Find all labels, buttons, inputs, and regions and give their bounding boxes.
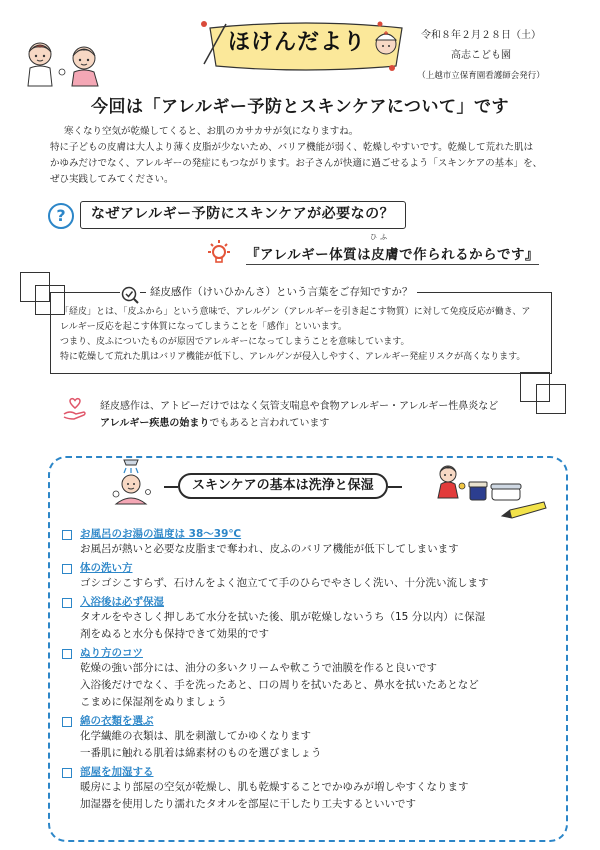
tip-heading: 綿の衣類を選ぶ: [80, 715, 154, 727]
tip-text: 乾燥の強い部分には、油分の多いクリームや軟こうで油膜を作ると良いです: [80, 662, 437, 674]
tip-text: こまめに保湿剤をぬりましょう: [80, 696, 227, 708]
skincare-tips-list: [70, 527, 560, 816]
intro-line: 特に子どもの皮膚は大人より薄く皮脂が少ないため、バリア機能が弱く、乾燥しやすいです。乾燥して荒れた肌は: [50, 142, 534, 153]
info-box-text: [60, 305, 546, 365]
light-bulb-icon: [205, 238, 233, 268]
intro-line: かゆみだけでなく、アレルギーの発症にもつながります。お子さんが快適に過ごせるよう「スキンケアの基本」を、: [50, 158, 543, 169]
skincare-tip: [70, 646, 560, 711]
skincare-tip: [70, 714, 560, 762]
tip-text: 加湿器を使用したり濡れたタオルを部屋に干したり工夫するといいです: [80, 798, 416, 810]
decorative-square: [536, 384, 566, 414]
info-box-title: 経皮感作（けいひかんさ）という言葉をご存知ですか？: [146, 284, 417, 299]
checkbox-icon: [62, 598, 72, 608]
crayon-illustration: [500, 500, 550, 520]
checkbox-icon: [62, 530, 72, 540]
child-showering-illustration: [104, 456, 164, 506]
question-mark-icon: ?: [48, 203, 74, 229]
info-line: 特に乾燥して荒れた肌はバリア機能が低下し、アレルゲンが侵入しやすく、アレルギー発症リスクが高くなります。: [60, 352, 526, 362]
heart-hand-icon: [62, 396, 88, 422]
tip-heading: 部屋を加湿する: [80, 766, 154, 778]
tip-heading: 体の洗い方: [80, 562, 133, 574]
note-line: [100, 415, 498, 432]
info-line: 「経皮」とは、「皮ふから」という意味で、アレルゲン（アレルギーを引き起こす物質）に対して免疫反応が働き、ア: [60, 307, 531, 317]
tip-text: タオルをやさしく押しあて水分を拭いた後、肌が乾燥しないうち（15 分以内）に保湿: [80, 611, 486, 623]
children-illustration: [18, 38, 110, 88]
checkbox-icon: [62, 649, 72, 659]
intro-line: 寒くなり空気が乾燥してくると、お肌のカサカサが気になりますね。: [64, 126, 359, 137]
intro-line: ぜひ実践してみてください。: [50, 174, 174, 185]
skincare-tip: [70, 527, 560, 558]
answer-heading: 『アレルギー体質は皮膚で作られるからです』: [246, 243, 539, 265]
publisher: （上越市立保育園看護師会発行）: [417, 71, 545, 81]
allergy-note: [100, 398, 498, 432]
page-headline: 今回は「アレルギー予防とスキンケアについて」です: [90, 97, 510, 117]
girl-with-cream-illustration: [430, 460, 470, 500]
skincare-tip: [70, 561, 560, 592]
info-line: つまり、皮ふについたものが原因でアレルギーになってしまうことを意味しています。: [60, 337, 410, 347]
tip-text: 剤をぬると水分も保持できて効果的です: [80, 628, 269, 640]
tip-text: ゴシゴシこすらず、石けんをよく泡立てて手のひらでやさしく洗い、十分洗い流します: [80, 577, 489, 589]
title-banner: [196, 18, 416, 74]
school-name: 高志こども園: [451, 50, 511, 61]
tip-text: 暖房により部屋の空気が乾燥し、肌も乾燥することでかゆみが増しやすくなります: [80, 781, 469, 793]
tip-text: お風呂が熱いと必要な皮脂まで奪われ、皮ふのバリア機能が低下してしまいます: [80, 543, 459, 555]
tip-text: 一番肌に触れる肌着は綿素材のものを選びましょう: [80, 747, 322, 759]
tip-text: 入浴後だけでなく、手を洗ったあと、口の周りを拭いたあと、鼻水を拭いたあとなど: [80, 679, 479, 691]
skincare-tip: [70, 765, 560, 813]
note-emphasis: アレルギー疾患の始まり: [100, 418, 210, 429]
checkbox-icon: [62, 768, 72, 778]
tip-heading: お風呂のお湯の温度は 38～39℃: [80, 528, 242, 540]
skincare-title: スキンケアの基本は洗浄と保湿: [178, 473, 388, 499]
newsletter-title: ほけんだより: [227, 30, 366, 55]
tip-text: 化学繊維の衣類は、肌を刺激してかゆくなります: [80, 730, 311, 742]
publication-meta: [406, 26, 556, 86]
cream-jars-illustration: [468, 478, 524, 502]
magnifier-check-icon: [120, 285, 140, 305]
tip-heading: ぬり方のコツ: [80, 647, 143, 659]
question-heading: なぜアレルギー予防にスキンケアが必要なの？: [80, 201, 406, 229]
info-line: レルギー反応を起こす体質になってしまうことを「感作」といいます。: [60, 322, 348, 332]
issue-date: 令和８年２月２８日（土）: [421, 30, 541, 41]
skincare-tip: [70, 595, 560, 643]
furigana-hifu: ひふ: [370, 233, 390, 241]
intro-paragraph: [50, 124, 570, 188]
checkbox-icon: [62, 564, 72, 574]
tip-heading: 入浴後は必ず保湿: [80, 596, 164, 608]
checkbox-icon: [62, 717, 72, 727]
note-line: 経皮感作は、アトピーだけではなく気管支喘息や食物アレルギー・アレルギー性鼻炎など: [100, 401, 499, 412]
note-line-rest: でもあると言われています: [209, 418, 330, 429]
